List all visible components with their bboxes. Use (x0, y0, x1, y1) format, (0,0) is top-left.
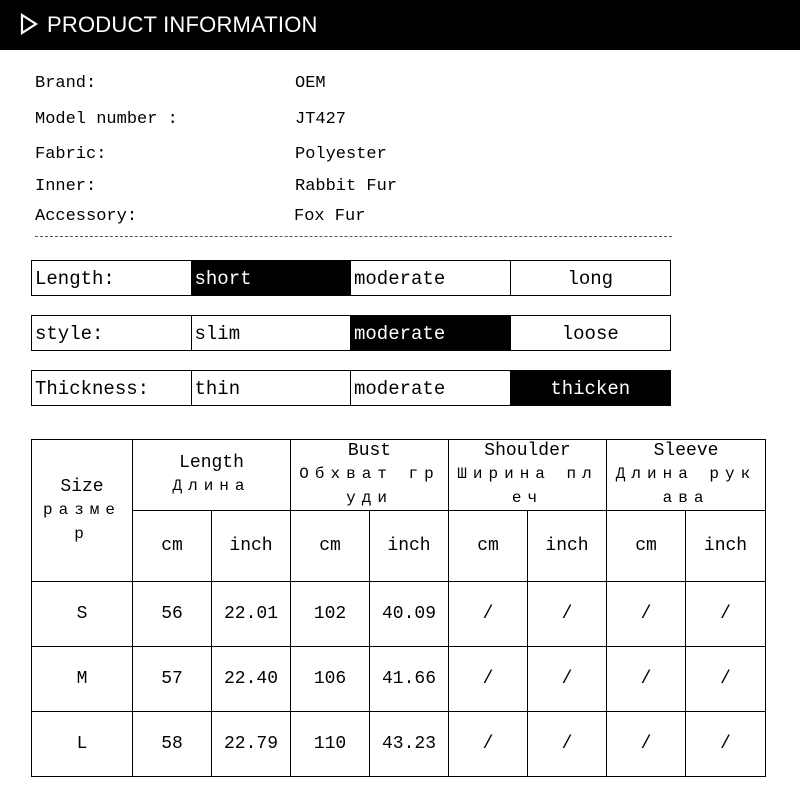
sleeve-cm-cell: / (607, 582, 686, 647)
size-header-cell (32, 440, 133, 582)
size-header-ru: размер (42, 500, 121, 543)
length-cm-unit: cm (133, 511, 212, 582)
sleeve-header: Sleeve (653, 441, 719, 461)
shoulder-cm-cell: / (449, 582, 528, 647)
sleeve-inch-cell: / (686, 712, 766, 777)
sleeve-header-cell (607, 440, 766, 511)
thickness-attribute-label: Thickness: (32, 371, 192, 405)
length-header: Length (179, 453, 244, 473)
length-inch-cell: 22.40 (212, 647, 291, 712)
sleeve-cm-cell: / (607, 647, 686, 712)
bust-cm-cell: 106 (291, 647, 370, 712)
table-row (32, 582, 766, 647)
bust-cm-unit: cm (291, 511, 370, 582)
fabric-label: Fabric: (35, 145, 107, 164)
model-value: JT427 (295, 110, 347, 129)
bust-header: Bust (347, 441, 392, 461)
dashed-divider (35, 236, 672, 237)
style-attribute-label: style: (32, 316, 192, 350)
bust-cm-cell: 102 (291, 582, 370, 647)
length-attribute-row (31, 260, 671, 296)
table-header-row (32, 440, 766, 511)
size-cell: M (32, 647, 133, 712)
length-cm-cell: 58 (133, 712, 212, 777)
style-option-loose: loose (561, 323, 619, 345)
shoulder-header-cell (449, 440, 607, 511)
bust-cm-cell: 110 (291, 712, 370, 777)
length-option-moderate: moderate (351, 261, 511, 295)
thickness-option-thin: thin (192, 371, 352, 405)
length-option-long: long (567, 268, 614, 290)
sleeve-header-ru: Длина рукава (615, 465, 757, 507)
length-inch-cell: 22.01 (212, 582, 291, 647)
length-inch-unit: inch (212, 511, 291, 582)
length-cm-cell: 56 (133, 582, 212, 647)
model-label: Model number : (35, 110, 178, 129)
page-title: PRODUCT INFORMATION (47, 12, 318, 37)
sleeve-inch-cell: / (686, 647, 766, 712)
shoulder-cm-cell: / (449, 647, 528, 712)
thickness-option-thicken: thicken (511, 371, 670, 405)
accessory-label: Accessory: (35, 207, 138, 226)
size-cell: S (32, 582, 133, 647)
shoulder-inch-cell: / (528, 647, 607, 712)
brand-value: OEM (295, 74, 326, 93)
length-header-ru: Длина (172, 477, 251, 495)
table-row (32, 712, 766, 777)
shoulder-header: Shoulder (484, 441, 571, 461)
length-cm-cell: 57 (133, 647, 212, 712)
bust-inch-cell: 41.66 (370, 647, 449, 712)
shoulder-inch-unit: inch (528, 511, 607, 582)
style-option-moderate: moderate (351, 316, 511, 350)
bust-inch-unit: inch (370, 511, 449, 582)
thickness-option-moderate: moderate (351, 371, 511, 405)
sleeve-inch-cell: / (686, 582, 766, 647)
shoulder-header-ru: Ширина плеч (457, 465, 598, 507)
thickness-attribute-row (31, 370, 671, 406)
size-chart-table (31, 439, 766, 777)
bust-inch-cell: 40.09 (370, 582, 449, 647)
header-bar (0, 0, 800, 50)
style-option-slim: slim (192, 316, 352, 350)
table-unit-row (32, 511, 766, 582)
length-option-short: short (192, 261, 352, 295)
table-row (32, 647, 766, 712)
sleeve-cm-cell: / (607, 712, 686, 777)
bust-inch-cell: 43.23 (370, 712, 449, 777)
size-cell: L (32, 712, 133, 777)
shoulder-inch-cell: / (528, 582, 607, 647)
play-triangle-icon (20, 13, 38, 35)
bust-header-ru: Обхват груди (299, 465, 440, 507)
shoulder-inch-cell: / (528, 712, 607, 777)
size-header: Size (60, 476, 104, 497)
sleeve-inch-unit: inch (686, 511, 766, 582)
shoulder-cm-unit: cm (449, 511, 528, 582)
bust-header-cell (291, 440, 449, 511)
accessory-value: Fox Fur (294, 207, 366, 226)
length-attribute-label: Length: (32, 261, 192, 295)
inner-value: Rabbit Fur (295, 177, 398, 196)
fabric-value: Polyester (295, 145, 387, 164)
shoulder-cm-cell: / (449, 712, 528, 777)
brand-label: Brand: (35, 74, 97, 93)
style-attribute-row (31, 315, 671, 351)
length-inch-cell: 22.79 (212, 712, 291, 777)
length-header-cell (133, 440, 291, 511)
sleeve-cm-unit: cm (607, 511, 686, 582)
inner-label: Inner: (35, 177, 97, 196)
